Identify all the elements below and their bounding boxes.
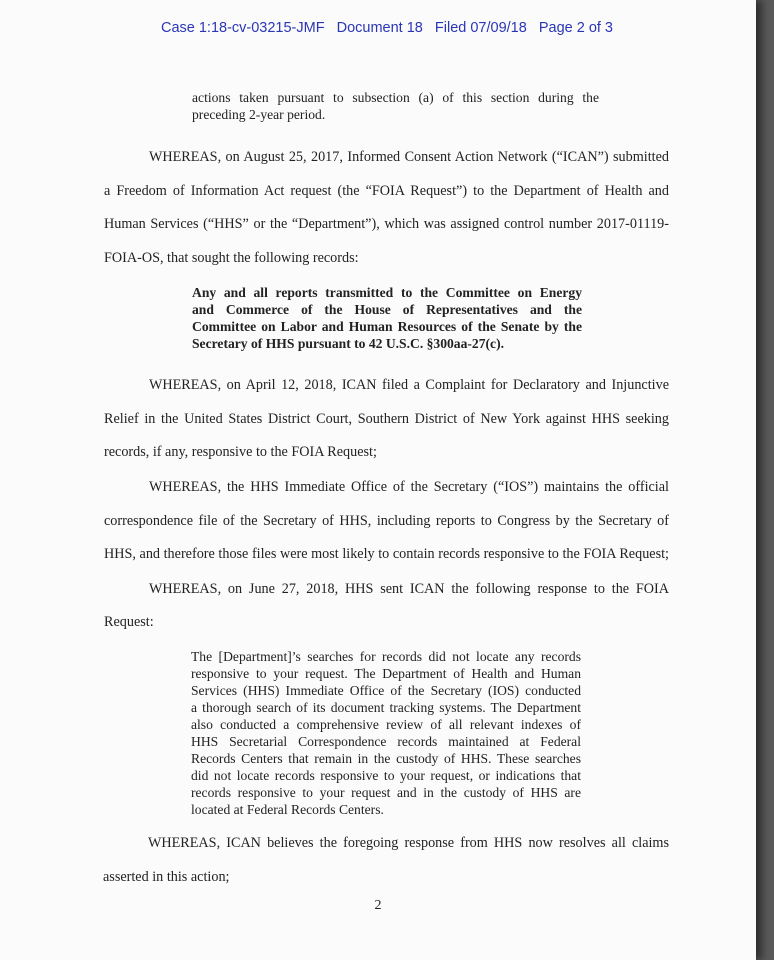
quote-line: Committee on Labor and Human Resources of the Senate by the — [192, 319, 582, 334]
paragraph-line: Relief in the United States District Court, Southern District of New York against HHS seeking — [104, 411, 669, 427]
paragraph-line: records, if any, responsive to the FOIA Request; — [104, 444, 377, 460]
quote-line: located at Federal Records Centers. — [191, 802, 384, 817]
paragraph-line: WHEREAS, ICAN believes the foregoing response from HHS now resolves all claims — [148, 835, 669, 851]
paragraph-line: WHEREAS, on April 12, 2018, ICAN filed a Complaint for Declaratory and Injunctive — [149, 377, 669, 393]
paragraph-line: Human Services (“HHS” or the “Department”), which was assigned control number 2017-01119- — [104, 216, 669, 232]
ecf-header — [0, 20, 774, 36]
paragraph-line: FOIA-OS, that sought the following records: — [104, 250, 359, 266]
filed-date: Filed 07/09/18 — [434, 20, 527, 36]
page-indicator: Page 2 of 3 — [538, 20, 613, 36]
document-number: Document 18 — [336, 20, 423, 36]
text-line: actions taken pursuant to subsection (a) of this section during the — [192, 90, 599, 105]
quote-line: HHS Secretarial Correspondence records maintained at Federal — [191, 734, 581, 749]
quote-line: Services (HHS) Immediate Office of the Secretary (IOS) conducted — [191, 683, 581, 698]
quote-line: responsive to your request. The Department of Health and Human — [191, 666, 581, 681]
paragraph-line: WHEREAS, on June 27, 2018, HHS sent ICAN the following response to the FOIA — [149, 581, 669, 597]
text-line: preceding 2-year period. — [192, 107, 326, 122]
paragraph-line: Request: — [104, 614, 154, 630]
paragraph-line: WHEREAS, the HHS Immediate Office of the Secretary (“IOS”) maintains the official — [149, 479, 669, 495]
quote-line: and Commerce of the House of Representatives and the — [192, 302, 582, 317]
quote-line: The [Department]’s searches for records did not locate any records — [191, 649, 581, 664]
page-number: 2 — [374, 898, 382, 913]
quote-line: did not locate records responsive to your request, or indications that — [191, 768, 581, 783]
paragraph-line: a Freedom of Information Act request (the “FOIA Request”) to the Department of Health and — [104, 183, 669, 199]
paragraph-line: WHEREAS, on August 25, 2017, Informed Consent Action Network (“ICAN”) submitted — [149, 149, 669, 165]
paragraph-line: asserted in this action; — [103, 869, 230, 885]
paragraph-line: HHS, and therefore those files were most likely to contain records responsive to the FOIA Request; — [104, 546, 669, 562]
quote-line: also conducted a comprehensive review of all relevant indexes of — [191, 717, 581, 732]
paragraph-line: correspondence file of the Secretary of HHS, including reports to Congress by the Secretary of — [104, 513, 669, 529]
quote-line: a thorough search of its document tracking systems. The Department — [191, 700, 581, 715]
quote-line: Secretary of HHS pursuant to 42 U.S.C. §300aa-27(c). — [192, 336, 505, 351]
quote-line: Records Centers that remain in the custody of HHS. These searches — [191, 751, 581, 766]
quote-line: records responsive to your request and in the custody of HHS are — [191, 785, 581, 800]
quote-line: Any and all reports transmitted to the Committee on Energy — [192, 285, 582, 300]
case-number: Case 1:18-cv-03215-JMF — [160, 20, 325, 36]
